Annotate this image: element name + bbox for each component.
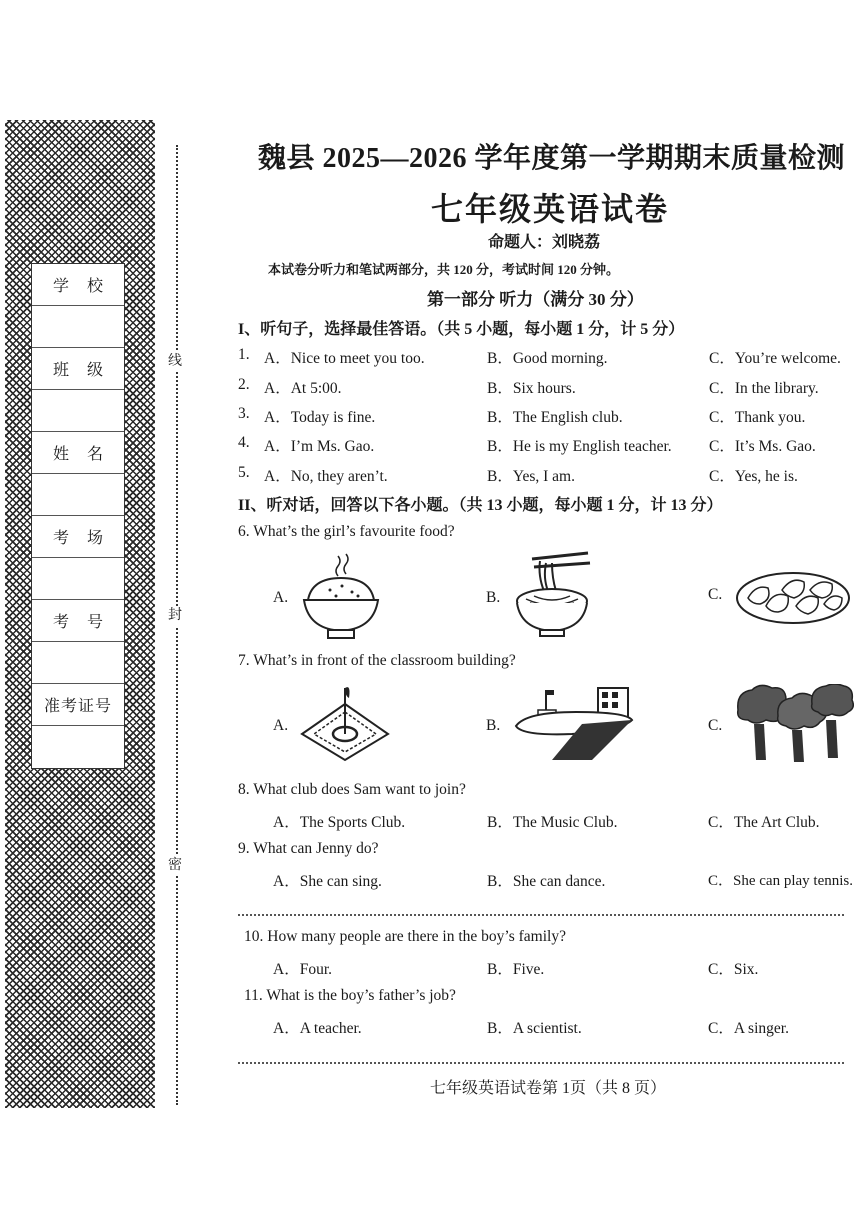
student-info-box bbox=[31, 263, 125, 769]
field-class-label: 班级 bbox=[32, 348, 124, 390]
q4-option-a: A．I’m Ms. Gao. bbox=[264, 438, 375, 455]
q5-option-a: A．No, they aren’t. bbox=[264, 468, 388, 485]
q9-text: 9. What can Jenny do? bbox=[238, 840, 379, 857]
q10-text: 10. How many people are there in the boy’s family? bbox=[244, 928, 566, 945]
q9-option-a: A．She can sing. bbox=[273, 873, 382, 890]
q9-option-b: B．She can dance. bbox=[487, 873, 606, 890]
field-name-label: 姓名 bbox=[32, 432, 124, 474]
q3-option-b: B．The English club. bbox=[487, 409, 623, 426]
q6-label-a: A. bbox=[273, 589, 289, 606]
playground-track-icon bbox=[512, 686, 634, 762]
q2-option-b: B．Six hours. bbox=[487, 380, 576, 397]
q9-option-c: C．She can play tennis. bbox=[708, 873, 853, 889]
q6-text: 6. What’s the girl’s favourite food? bbox=[238, 523, 455, 540]
dotted-divider-bottom bbox=[238, 1062, 844, 1064]
section-one-heading: I、听句子，选择最佳答语。（共 5 小题，每小题 1 分，计 5 分） bbox=[238, 321, 685, 338]
q7-text: 7. What’s in front of the classroom building? bbox=[238, 652, 516, 669]
field-school-label: 学校 bbox=[32, 264, 124, 306]
q2-number: 2. bbox=[238, 376, 250, 393]
q1-option-a: A．Nice to meet you too. bbox=[264, 350, 425, 367]
q5-number: 5. bbox=[238, 464, 250, 481]
rice-bowl-icon bbox=[300, 552, 382, 642]
q5-option-b: B．Yes, I am. bbox=[487, 468, 575, 485]
seal-char-mi: 密 bbox=[168, 856, 182, 876]
flag-plaza-icon bbox=[298, 682, 392, 762]
exam-subtitle: 七年级英语试卷 bbox=[431, 191, 670, 227]
q5-option-c: C．Yes, he is. bbox=[709, 468, 798, 485]
q8-option-c: C．The Art Club. bbox=[708, 814, 820, 831]
q8-option-b: B．The Music Club. bbox=[487, 814, 618, 831]
page-footer: 七年级英语试卷第 1页（共 8 页） bbox=[430, 1080, 667, 1097]
exam-title: 魏县 2025—2026 学年度第一学期期末质量检测 bbox=[258, 143, 846, 174]
field-name-input[interactable] bbox=[32, 474, 124, 516]
q7-label-c: C. bbox=[708, 717, 723, 734]
q10-option-b: B．Five. bbox=[487, 961, 545, 978]
q3-option-a: A．Today is fine. bbox=[264, 409, 376, 426]
q7-label-b: B. bbox=[486, 717, 501, 734]
q4-option-b: B．He is my English teacher. bbox=[487, 438, 672, 455]
exam-intro: 本试卷分听力和笔试两部分，共 120 分，考试时间 120 分钟。 bbox=[268, 262, 620, 277]
q1-number: 1. bbox=[238, 346, 250, 363]
q6-label-c: C. bbox=[708, 586, 723, 603]
dumplings-plate-icon bbox=[734, 570, 852, 626]
dotted-divider-top bbox=[238, 914, 844, 916]
q11-text: 11. What is the boy’s father’s job? bbox=[244, 987, 456, 1004]
q8-text: 8. What club does Sam want to join? bbox=[238, 781, 466, 798]
seal-char-feng: 封 bbox=[168, 606, 182, 626]
field-school-input[interactable] bbox=[32, 306, 124, 348]
q3-number: 3. bbox=[238, 405, 250, 422]
q6-label-b: B. bbox=[486, 589, 501, 606]
field-ticket-input[interactable] bbox=[32, 726, 124, 768]
seal-char-xian: 线 bbox=[168, 352, 182, 372]
part-one-title: 第一部分 听力（满分 30 分） bbox=[427, 290, 644, 309]
trees-icon bbox=[734, 684, 854, 764]
field-number-input[interactable] bbox=[32, 642, 124, 684]
noodle-bowl-icon bbox=[512, 551, 592, 639]
q1-option-b: B．Good morning. bbox=[487, 350, 608, 367]
field-ticket-label: 准考证号 bbox=[32, 684, 124, 726]
field-room-label: 考场 bbox=[32, 516, 124, 558]
q7-label-a: A. bbox=[273, 717, 289, 734]
q10-option-a: A．Four. bbox=[273, 961, 332, 978]
q4-number: 4. bbox=[238, 434, 250, 451]
q2-option-c: C．In the library. bbox=[709, 380, 819, 397]
q11-option-a: A．A teacher. bbox=[273, 1020, 362, 1037]
field-number-label: 考号 bbox=[32, 600, 124, 642]
q3-option-c: C．Thank you. bbox=[709, 409, 806, 426]
q11-option-b: B．A scientist. bbox=[487, 1020, 582, 1037]
field-class-input[interactable] bbox=[32, 390, 124, 432]
q8-option-a: A．The Sports Club. bbox=[273, 814, 406, 831]
q10-option-c: C．Six. bbox=[708, 961, 759, 978]
q4-option-c: C．It’s Ms. Gao. bbox=[709, 438, 816, 455]
field-room-input[interactable] bbox=[32, 558, 124, 600]
q2-option-a: A．At 5:00. bbox=[264, 380, 342, 397]
exam-author: 命题人：刘晓荔 bbox=[488, 234, 601, 251]
section-two-heading: II、听对话，回答以下各小题。（共 13 小题，每小题 1 分，计 13 分） bbox=[238, 497, 723, 514]
q11-option-c: C．A singer. bbox=[708, 1020, 789, 1037]
q1-option-c: C．You’re welcome. bbox=[709, 350, 841, 367]
